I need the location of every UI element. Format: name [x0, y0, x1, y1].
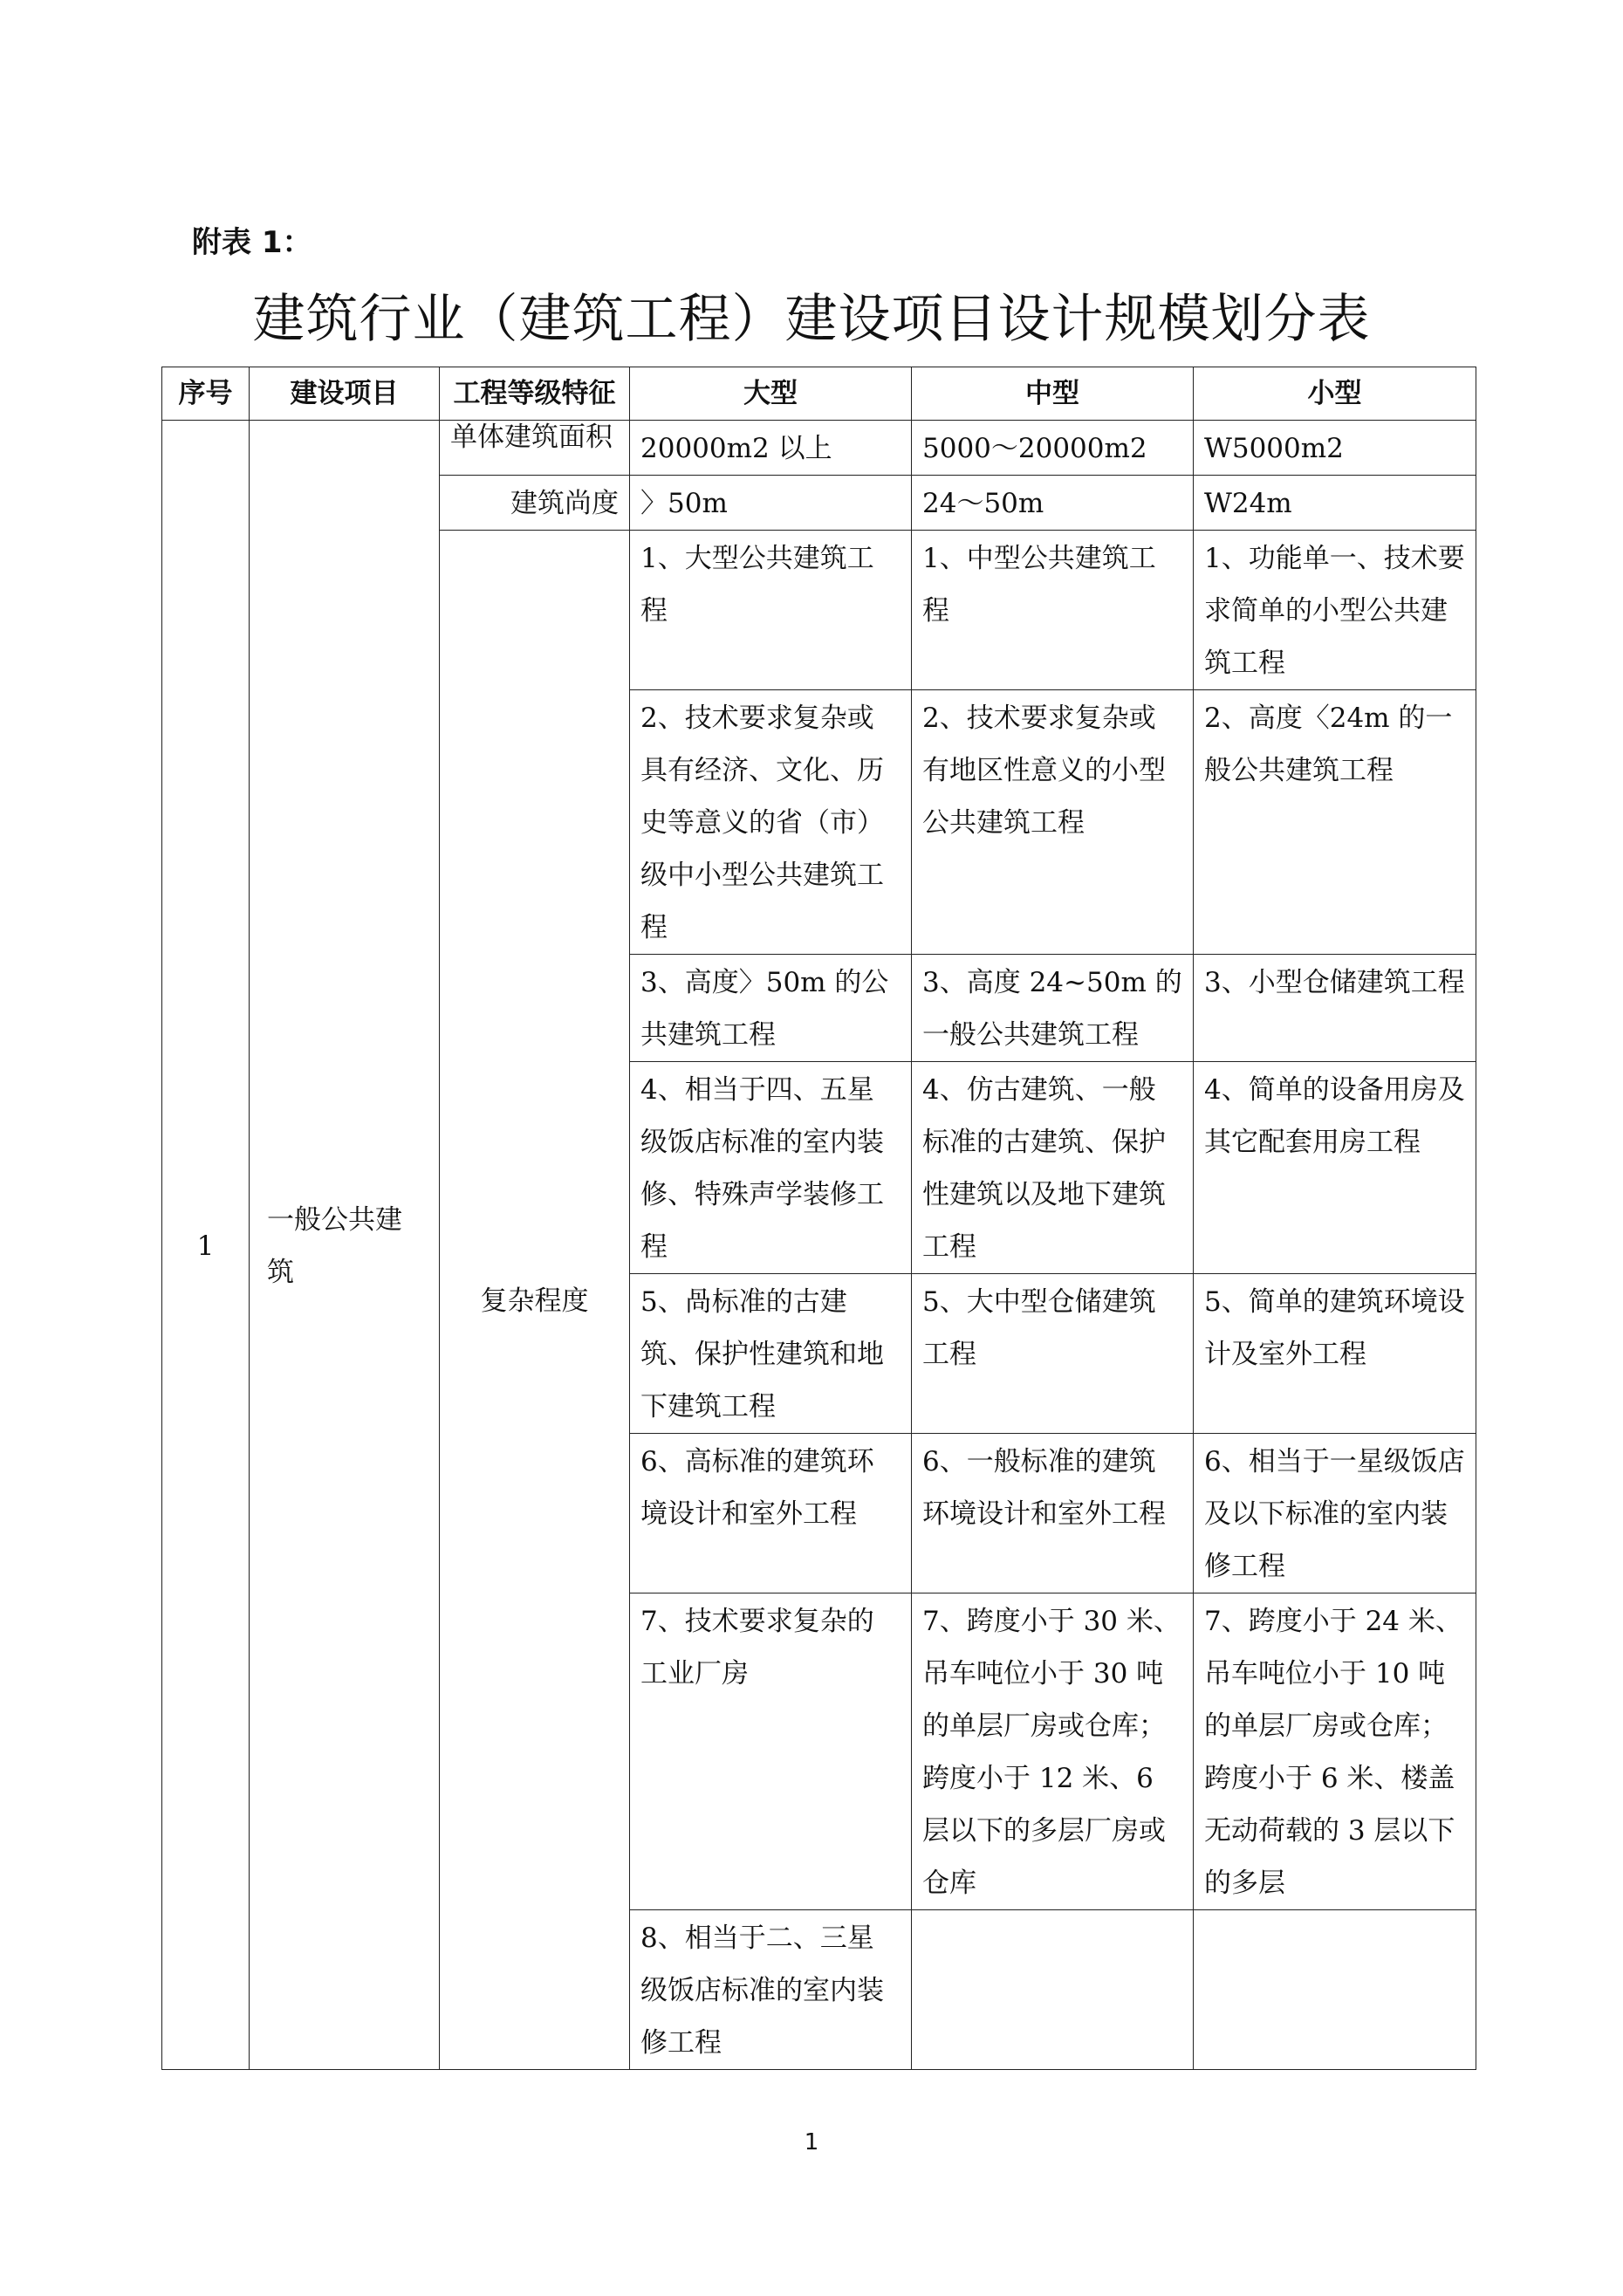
header-project: 建设项目 — [250, 367, 440, 421]
small-cell: 2、高度〈24m 的一般公共建筑工程 — [1194, 690, 1476, 955]
table-header-row — [162, 367, 1476, 421]
medium-cell — [912, 1910, 1194, 2070]
page-title: 建筑行业（建筑工程）建设项目设计规模划分表 — [252, 289, 1371, 350]
medium-cell: 7、跨度小于 30 米、吊车吨位小于 30 吨的单层厂房或仓库；跨度小于 12 米、6 层以下的多层厂房或仓库 — [912, 1593, 1194, 1910]
medium-cell: 4、仿古建筑、一般标准的古建筑、保护性建筑以及地下建筑工程 — [912, 1062, 1194, 1274]
scale-classification-table — [161, 367, 1476, 2070]
large-cell: 8、相当于二、三星级饭店标准的室内装修工程 — [630, 1910, 912, 2070]
medium-cell: 1、中型公共建筑工程 — [912, 531, 1194, 690]
annex-label: 附表 1： — [192, 225, 312, 260]
small-cell: 1、功能单一、技术要求简单的小型公共建筑工程 — [1194, 531, 1476, 690]
medium-cell: 5000～20000m2 — [912, 421, 1194, 476]
project-cell: 一般公共建筑 — [250, 421, 440, 2070]
page-number: 1 — [804, 2129, 819, 2155]
small-cell: W5000m2 — [1194, 421, 1476, 476]
medium-cell: 3、高度 24~50m 的一般公共建筑工程 — [912, 955, 1194, 1062]
large-cell: 20000m2 以上 — [630, 421, 912, 476]
medium-cell: 24～50m — [912, 476, 1194, 531]
feature-cell: 建筑尚度 — [440, 476, 630, 531]
large-cell: 7、技术要求复杂的工业厂房 — [630, 1593, 912, 1910]
small-cell: 6、相当于一星级饭店及以下标准的室内装修工程 — [1194, 1434, 1476, 1593]
medium-cell: 2、技术要求复杂或有地区性意义的小型公共建筑工程 — [912, 690, 1194, 955]
large-cell: 1、大型公共建筑工程 — [630, 531, 912, 690]
small-cell: 5、简单的建筑环境设计及室外工程 — [1194, 1274, 1476, 1434]
header-feature: 工程等级特征 — [440, 367, 630, 421]
large-cell: 4、相当于四、五星级饭店标准的室内装修、特殊声学装修工程 — [630, 1062, 912, 1274]
medium-cell: 6、一般标准的建筑环境设计和室外工程 — [912, 1434, 1194, 1593]
small-cell — [1194, 1910, 1476, 2070]
large-cell: 〉50m — [630, 476, 912, 531]
seq-cell: 1 — [162, 421, 250, 2070]
medium-cell: 5、大中型仓储建筑工程 — [912, 1274, 1194, 1434]
large-cell: 6、高标准的建筑环境设计和室外工程 — [630, 1434, 912, 1593]
complexity-label-cell: 复杂程度 — [440, 531, 630, 2070]
header-large: 大型 — [630, 367, 912, 421]
small-cell: W24m — [1194, 476, 1476, 531]
header-medium: 中型 — [912, 367, 1194, 421]
header-small: 小型 — [1194, 367, 1476, 421]
table-row — [162, 421, 1476, 476]
small-cell: 7、跨度小于 24 米、吊车吨位小于 10 吨的单层厂房或仓库；跨度小于 6 米、楼盖无动荷载的 3 层以下的多层 — [1194, 1593, 1476, 1910]
header-seq: 序号 — [162, 367, 250, 421]
large-cell: 3、高度〉50m 的公共建筑工程 — [630, 955, 912, 1062]
feature-cell: 单体建筑面积 — [440, 421, 630, 476]
small-cell: 3、小型仓储建筑工程 — [1194, 955, 1476, 1062]
small-cell: 4、简单的设备用房及其它配套用房工程 — [1194, 1062, 1476, 1274]
large-cell: 5、咼标准的古建筑、保护性建筑和地下建筑工程 — [630, 1274, 912, 1434]
large-cell: 2、技术要求复杂或具有经济、文化、历史等意义的省（市）级中小型公共建筑工程 — [630, 690, 912, 955]
